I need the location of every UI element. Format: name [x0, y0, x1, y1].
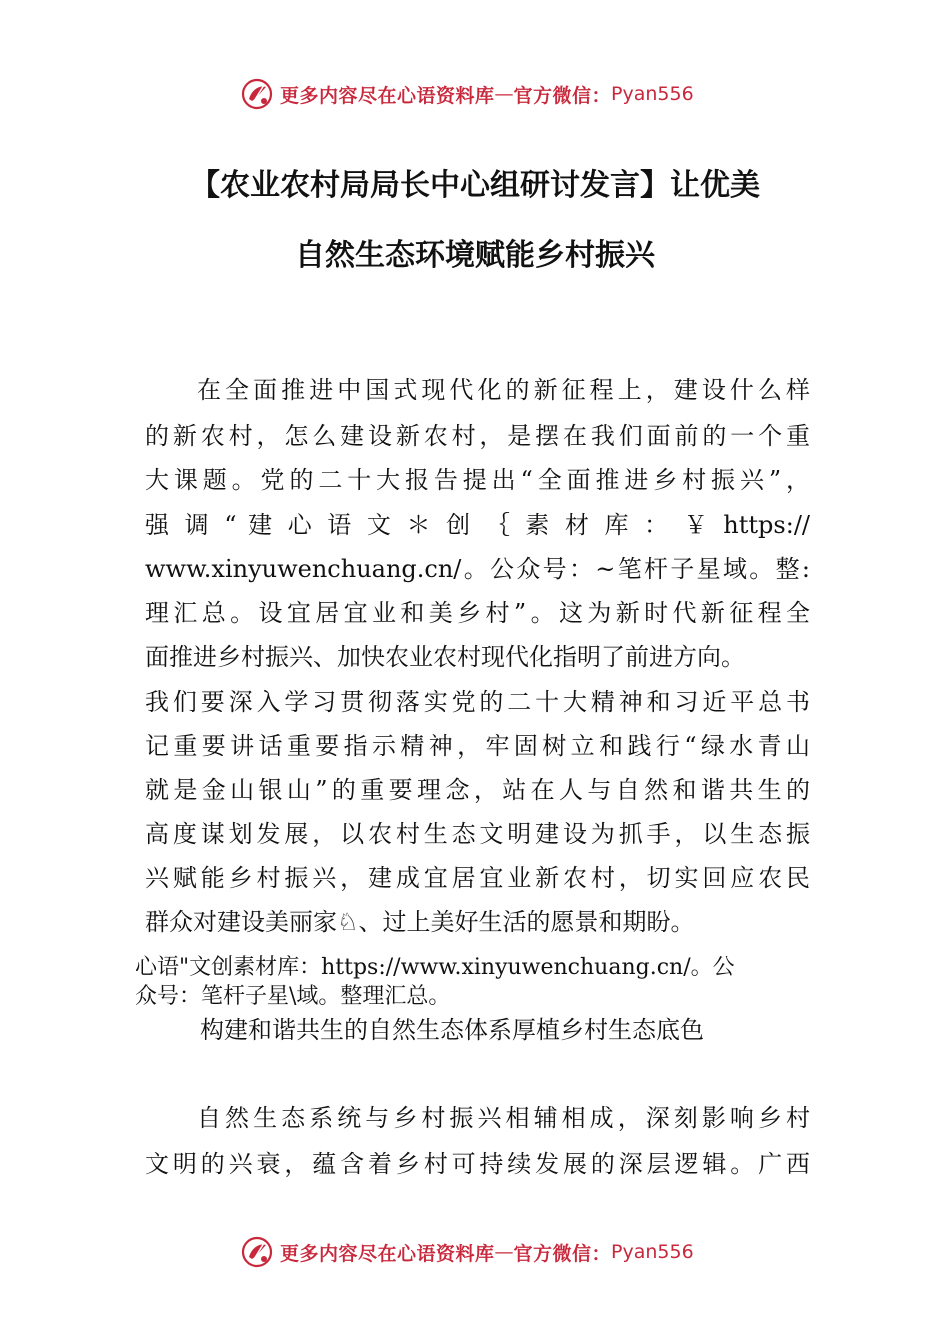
paragraph-line: 强 调 “ 建 心 语 文 ＊ 创 ｛ 素 材 库 ： ￥ https:// [145, 511, 810, 539]
watermark-label: 官方微信： [513, 84, 612, 107]
paragraph-line: 就是金山银山”的重要理念，站在人与自然和谐共生的 [145, 776, 810, 804]
paragraph-line: 群众对建设美丽家♘、过上美好生活的愿景和期盼。 [145, 908, 695, 936]
document-title-line-1: 【农业农村局局长中心组研讨发言】让优美 [190, 168, 760, 203]
paragraph-line: www.xinyuwenchuang.cn/。公众号：~笔杆子星域。整: [145, 555, 810, 583]
section-subheading: 构建和谐共生的自然生态体系厚植乡村生态底色 [200, 1016, 704, 1044]
source-notice-line-2: 众号：笔杆子星\域。整理汇总。 [135, 984, 451, 1009]
paragraph-line: 面推进乡村振兴、加快农业农村现代化指明了前进方向。 [145, 643, 745, 671]
paragraph-line: 记重要讲话重要指示精神，牢固树立和践行“绿水青山 [145, 732, 810, 760]
brand-logo-icon [240, 1235, 274, 1269]
watermark-text: 更多内容尽在心语资料库 [280, 84, 495, 107]
paragraph-line: 文明的兴衰，蕴含着乡村可持续发展的深层逻辑。广西 [145, 1150, 810, 1178]
watermark-separator: — [494, 83, 514, 105]
watermark-separator: — [494, 1241, 514, 1263]
document-title-line-2: 自然生态环境赋能乡村振兴 [295, 238, 655, 273]
watermark-wechat-id: Pyan556 [611, 83, 694, 105]
watermark-label: 官方微信： [513, 1242, 612, 1265]
paragraph-line: 自然生态系统与乡村振兴相辅相成，深刻影响乡村 [197, 1104, 810, 1132]
paragraph-line: 在全面推进中国式现代化的新征程上，建设什么样 [197, 376, 810, 404]
paragraph-line: 理汇总。设宜居宜业和美乡村”。这为新时代新征程全 [145, 599, 810, 627]
paragraph-line: 大课题。党的二十大报告提出“全面推进乡村振兴”， [145, 466, 810, 494]
paragraph-line: 兴赋能乡村振兴，建成宜居宜业新农村，切实回应农民 [145, 864, 810, 892]
header-watermark [240, 76, 694, 112]
watermark-text: 更多内容尽在心语资料库 [280, 1242, 495, 1265]
footer-watermark [240, 1234, 694, 1270]
watermark-wechat-id: Pyan556 [611, 1241, 694, 1263]
paragraph-line: 我们要深入学习贯彻落实党的二十大精神和习近平总书 [145, 688, 810, 716]
paragraph-line: 的新农村，怎么建设新农村，是摆在我们面前的一个重 [145, 422, 810, 450]
brand-logo-icon [240, 77, 274, 111]
paragraph-line: 高度谋划发展，以农村生态文明建设为抓手，以生态振 [145, 820, 810, 848]
source-notice-line-1: 心语"文创素材库：https://www.xinyuwenchuang.cn/。公 [135, 955, 735, 980]
